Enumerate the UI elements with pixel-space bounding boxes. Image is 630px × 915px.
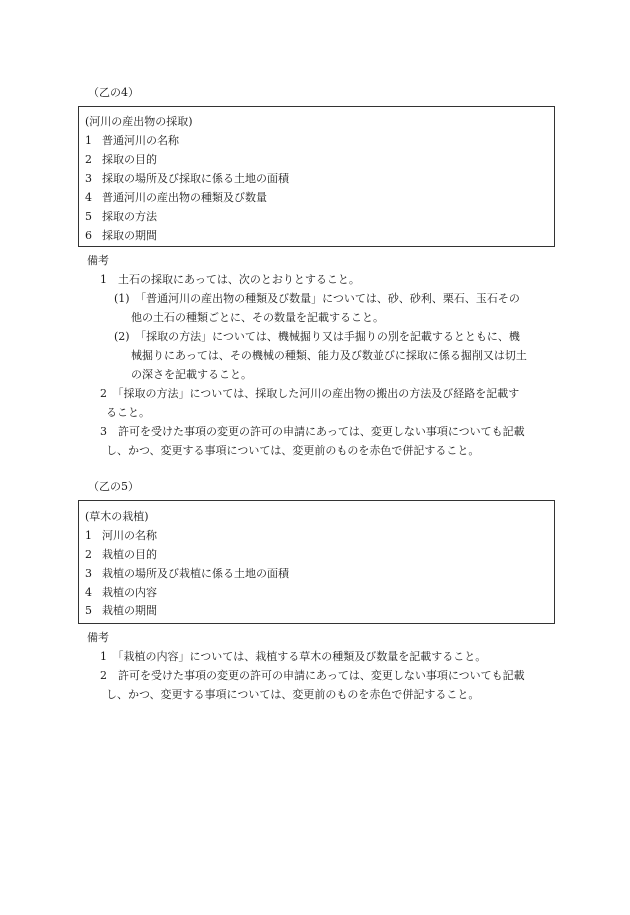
section2-box-title: (草木の栽植)	[85, 510, 149, 523]
section2-item	[85, 529, 157, 543]
item-text: 栽植の期間	[102, 604, 157, 617]
item-text: 採取の場所及び採取に係る土地の面積	[102, 172, 289, 185]
section1-item	[85, 153, 157, 167]
item-number: 2	[85, 153, 92, 166]
section1-form-box	[78, 106, 555, 247]
item-number: 1	[85, 529, 92, 542]
section1-remark-line: 他の土石の種類ごとに、その数量を記載すること。	[131, 311, 384, 324]
section1-remark-line: 2 「採取の方法」については、採取した河川の産出物の搬出の方法及び経路を記載す	[100, 387, 520, 400]
item-number: 1	[85, 134, 92, 147]
section2-item	[85, 604, 157, 618]
item-text: 栽植の場所及び栽植に係る土地の面積	[102, 567, 289, 580]
item-text: 栽植の目的	[102, 548, 157, 561]
section2-remarks-title: 備考	[87, 631, 109, 644]
item-number: 6	[85, 229, 92, 242]
section2-item	[85, 586, 157, 600]
section2-remark-line: 1 「栽植の内容」については、栽植する草木の種類及び数量を記載すること。	[100, 650, 487, 663]
item-text: 採取の目的	[102, 153, 157, 166]
section1-box-title: (河川の産出物の採取)	[85, 115, 193, 128]
item-text: 普通河川の名称	[102, 134, 179, 147]
section1-remark-line: (2) 「採取の方法」については、機械掘り又は手掘りの別を記載するとともに、機	[114, 330, 520, 343]
section2-heading: （乙の5）	[88, 480, 139, 493]
section1-remark-line: 3 許可を受けた事項の変更の許可の申請にあっては、変更しない事項についても記載	[100, 425, 525, 438]
item-text: 採取の期間	[102, 229, 157, 242]
item-text: 採取の方法	[102, 210, 157, 223]
section1-remark-line: 1 土石の採取にあっては、次のとおりとすること。	[100, 273, 360, 286]
section1-remarks-title: 備考	[87, 254, 109, 267]
section2-item	[85, 567, 289, 581]
item-number: 4	[85, 191, 92, 204]
item-text: 河川の名称	[102, 529, 157, 542]
section1-heading: （乙の4）	[88, 86, 139, 99]
section1-remark-line: ること。	[106, 406, 150, 419]
item-text: 普通河川の産出物の種類及び数量	[102, 191, 267, 204]
item-number: 5	[85, 210, 92, 223]
section1-item	[85, 172, 289, 186]
section1-item	[85, 229, 157, 243]
item-number: 4	[85, 586, 92, 599]
item-number: 3	[85, 567, 92, 580]
section1-item	[85, 210, 157, 224]
section2-remark-line: 2 許可を受けた事項の変更の許可の申請にあっては、変更しない事項についても記載	[100, 669, 525, 682]
item-number: 5	[85, 604, 92, 617]
item-number: 2	[85, 548, 92, 561]
section2-remark-line: し、かつ、変更する事項については、変更前のものを赤色で併記すること。	[106, 688, 480, 701]
section2-item	[85, 548, 157, 562]
section1-remark-line: し、かつ、変更する事項については、変更前のものを赤色で併記すること。	[106, 444, 480, 457]
item-text: 栽植の内容	[102, 586, 157, 599]
item-number: 3	[85, 172, 92, 185]
section1-item	[85, 134, 179, 148]
section1-item	[85, 191, 267, 205]
section1-remark-line: (1) 「普通河川の産出物の種類及び数量」については、砂、砂利、栗石、玉石その	[114, 292, 520, 305]
section2-form-box	[78, 500, 555, 624]
section1-remark-line: の深さを記載すること。	[131, 368, 252, 381]
section1-remark-line: 械掘りにあっては、その機械の種類、能力及び数並びに採取に係る掘削又は切土	[131, 349, 527, 362]
